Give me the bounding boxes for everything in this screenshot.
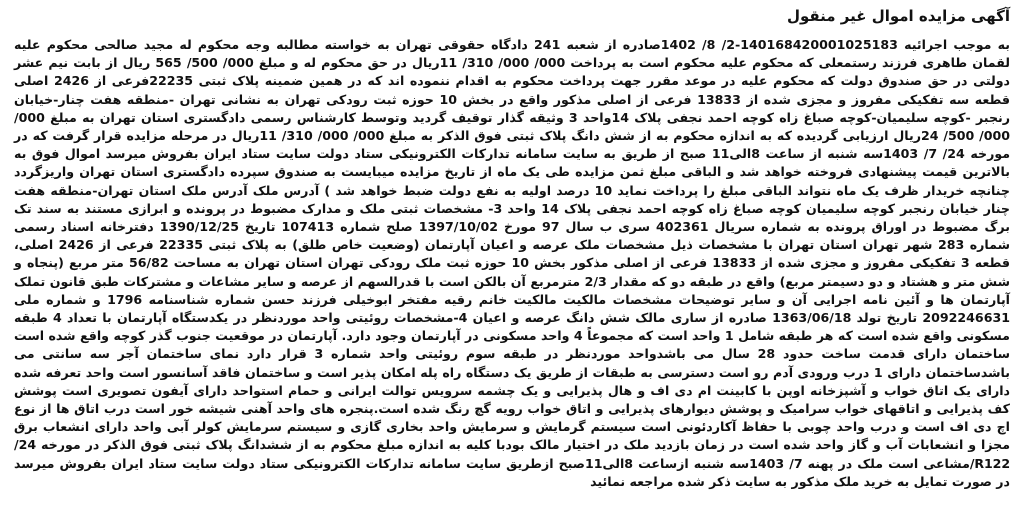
notice-title: آگهی مزایده اموال غیر منقول — [786, 7, 1010, 25]
notice-body: به موجب اجرائیه 140168420001025183-2/ 8/ 1402صادره از شعبه 241 دادگاه حقوقی تهران به خواسته مطالبه وجه محکوم له مجید صالحی محکوم علیه لقمان طاهری فرزند رستمعلی که محکوم علیه محکوم است به پرداخت 000/ 000/ 310/ 11ریال در حق محکوم له و مبلغ 000/ 500/ 565 ریال از بابت نیم عشر دولتی در حق صندوق دولت که محکوم علیه در موعد مقرر جهت پرداخت محکوم به اقدام ننموده اند که در همین ضمینه پلاک ثبتی 22235فرعی از 2426 اصلی قطعه سه تفکیکی مفروز و مجزی شده از 13833 فرعی از اصلی مذکور واقع در بخش 10 حوزه ثبت رودکی تهران به نشانی تهران -منطقه هفت چنار-خیابان رنجبر -کوچه سلیمیان-کوچه صباغ زاه کوچه احمد نجفی پلاک 14واحد 3 وثیقه گذار توقیف گردید وتوسط کارشناس رسمی دادگستری استان تهران به مبلغ 000/ 000/ 500/ 24ریال ارزیابی گردیده که به اندازه محکوم به از شش دانگ پلاک ثبتی فوق الذکر به مبلغ 000/ 000/ 310/ 11ریال در مرحله مزایده قرار گرفت که در مورخه 24/ 7/ 1403سه شنبه از ساعت 8الی11 صبح از طریق به سایت سامانه تدارکات الکترونیکی ستاد دولت سایت ستاد ایران بفروش میرسد اموال فوق به بالاترین قیمت پیشنهادی فروخته خواهد شد و الباقی مبلغ ثمن مزایده طی یک ماه از تاریخ مزایده میبایست به صندوق سپرده دادگستری استان تهران واریزگردد چنانچه خریدار ظرف یک ماه نتواند الباقی مبلغ را پرداخت نماید 10 درصد اولیه به نفع دولت ضبط خواهد شد ) آدرس ملک آدرس ملک استان تهران-منطقه هفت چنار خیابان رنجبر کوچه سلیمیان کوچه صباغ زاه کوچه احمد نجفی پلاک 14 واحد 3- مشخصات ثبتی ملک و مدارک مضبوط در پرونده و ابرازی مستند به سند تک برگ مضبوط در اوراق پرونده به شماره سریال 402361 سری ب سال 97 مورخ 1397/10/02 صلح شماره 107413 تاریخ 1390/12/25 دفترخانه اسناد رسمی شماره 283 شهر تهران استان تهران با مشخصات ذیل مشخصات ملک عرصه و اعیان آپارتمان (وضعیت خاص طلق) به پلاک ثبتی 22335 فرعی از 2426 اصلی، قطعه 3 تفکیکی مفروز و مجزی شده از 13833 فرعی از اصلی مذکور بخش 10 حوزه ثبت ملک رودکی تهران استان تهران به مساحت 56/82 متر مربع (پنجاه و شش متر و هشتاد و دو دسیمتر مربع) واقع در طبقه دو که مقدار 2/3 مترمربع آن بالکن است با قدرالسهم از عرصه و سایر مشاعات و مشترکات طبق قانون تملک آپارتمان ها و آئین نامه اجرایی آن و سایر توضیحات مشخصات مالکیت مالکیت خانم رقیه مفتخر ابوخیلی فرزند حسن شماره شناسنامه 1796 و شماره ملی 2092246631 تاریخ تولد 1363/06/18 صادره از ساری مالک شش دانگ عرصه و اعیان 4-مشخصات روئیتی واحد موردنظر در یکدستگاه آپارتمان با تعداد 4 طبقه مسکونی واقع شده است که هر طبقه شامل 1 واحد است که مجموعاً 4 واحد مسکونی در آپارتمان وجود دارد. آپارتمان در موقعیت جنوب گذر کوچه واقع شده است ساختمان دارای قدمت ساخت حدود 28 سال می باشدواحد موردنظر در طبقه سوم روئیتی واحد شماره 3 قرار دارد نمای ساختمان آجر سه سانتی می باشدساختمان دارای 1 درب ورودی آدم رو است دسترسی به طبقات از طریق یک دستگاه راه پله امکان پذیر است و ساختمان فاقد آسانسور است واحد تعرفه شده دارای یک اتاق خواب و آشپزخانه اوپن با کابینت ام دی اف و هال پذیرایی و یک چشمه سرویس توالت ایرانی و حمام استواحد دارای آیفون تصویری است پوشش کف پذیرایی و اتاقهای خواب سرامیک و پوشش دیوارهای پذیرایی و اتاق خواب رویه گچ رنگ شده است.پنجره های واحد آهنی شیشه خور است درب اتاق ها از نوع اچ دی اف است و درب واحد چوبی با حفاظ آکاردئونی است سیستم گرمایش و سرمایش واحد بخاری گازی و سیستم سرمایش کولر آبی واحد دارای انشعاب برق مجزا و انشعابات آب و گاز واحد شده است در زمان بازدید ملک در اختیار مالک بودبا کلیه به اندازه مبلغ محکوم به از ششدانگ پلاک ثبتی فوق الذکر در مورخه 24/ R122/مشاعی است ملک در پهنه 7/ 1403سه شنبه ازساعت 8الی11صبح ازطریق سایت سامانه تدارکات الکترونیکی ستاد دولت سایت ستاد ایران بفروش میرسد در صورت تمایل به خرید ملک مذکور به سایت ذکر شده مراجعه نمائید — [14, 37, 1011, 489]
